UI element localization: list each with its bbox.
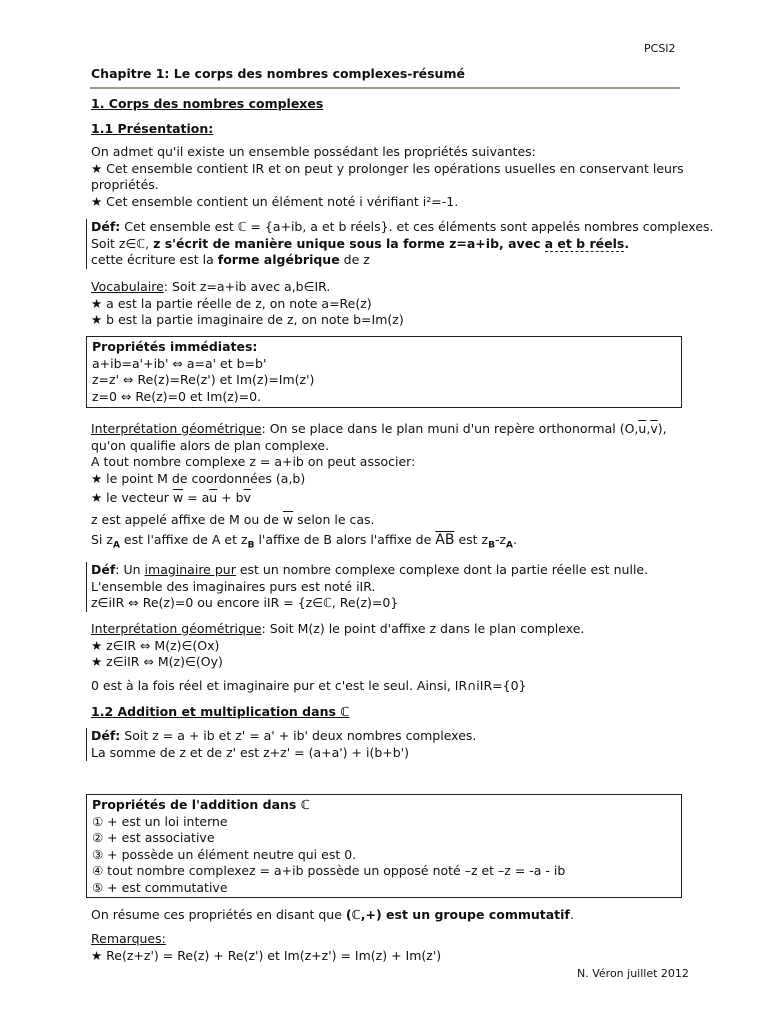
- property-line: ④ tout nombre complexez = a+ib possède un opposé noté –z et –z = -a - ib: [92, 863, 566, 878]
- property-line: ① + est un loi interne: [92, 813, 228, 829]
- chapter-title: Chapitre 1: Le corps des nombres complexes-résumé: [91, 66, 465, 81]
- def-text: : Un: [115, 562, 141, 577]
- summary-text: On résume ces propriétés en disant que: [91, 907, 342, 922]
- geo-text: 0 est à la fois réel et imaginaire pur et c'est le seul. Ainsi, IR∩iIR={0}: [91, 677, 527, 693]
- geo-punct: ,: [646, 421, 651, 436]
- geo-punct: .: [513, 532, 517, 547]
- subsection-1-1-title: 1.1 Présentation:: [91, 121, 214, 136]
- geo-text: est l'affixe de A et z: [123, 532, 248, 547]
- geometric-interpretation-1: [91, 421, 667, 554]
- vector-w: $\overline{w}$: [282, 511, 294, 527]
- geometric-interpretation-2: [91, 621, 584, 694]
- intro-line: ★ Cet ensemble contient un élément noté i vérifiant i²=-1.: [91, 193, 459, 209]
- vector-ab: $\overline{AB}$: [435, 532, 455, 548]
- def-text: Soit z = a + ib et z' = a' + ib' deux nombres complexes.: [124, 728, 477, 743]
- remarks-block: [91, 931, 441, 964]
- class-label: PCSI2: [644, 42, 676, 55]
- geo-text: A tout nombre complexe z = a+ib on peut associer:: [91, 454, 416, 469]
- box-title: Propriétés immédiates:: [92, 339, 258, 354]
- section-1-title: 1. Corps des nombres complexes: [91, 96, 324, 111]
- geo-math: = a: [187, 490, 210, 505]
- vocabulary-item: ★ b est la partie imaginaire de z, on note b=Im(z): [91, 312, 404, 327]
- def-text: L'ensemble des imaginaires purs est noté iIR.: [91, 578, 376, 594]
- subscript: B: [247, 540, 255, 551]
- property-line: a+ib=a'+ib' ⇔ a=a' et b=b': [92, 355, 267, 371]
- subscript: B: [488, 540, 495, 551]
- summary-bold: (ℂ,+) est un groupe commutatif: [345, 907, 570, 922]
- property-line: ② + est associative: [92, 830, 215, 845]
- def-bold-text: z s'écrit de manière unique sous la forme z=a+ib, avec: [153, 235, 541, 251]
- property-line: z=z' ⇔ Re(z)=Re(z') et Im(z)=Im(z'): [92, 372, 315, 387]
- immediate-properties-box: [86, 336, 682, 408]
- subscript: A: [506, 540, 513, 551]
- property-line: z=0 ⇔ Re(z)=0 et Im(z)=0.: [92, 388, 262, 404]
- subsection-1-2-title: 1.2 Addition et multiplication dans ℂ: [91, 704, 350, 719]
- addition-properties-box: [86, 794, 682, 898]
- intro-line: propriétés.: [91, 177, 159, 192]
- geo-item: ★ le point M de coordonnées (a,b): [91, 470, 306, 486]
- def-punct: .: [624, 235, 630, 251]
- summary-punct: .: [569, 907, 574, 922]
- vector-v: $\overline{v}$: [650, 421, 658, 436]
- remark-line: ★ Re(z+z') = Re(z) + Re(z') et Im(z+z') = Im(z) + Im(z'): [91, 947, 442, 963]
- geo-item: ★ z∈IR ⇔ M(z)∈(Ox): [91, 637, 220, 653]
- group-summary: [91, 907, 574, 924]
- geo-text: qu'on qualifie alors de plan complexe.: [91, 437, 330, 453]
- footer-author: N. Véron juillet 2012: [577, 967, 689, 980]
- def-label: Déf: [91, 562, 116, 577]
- def-text: Soit z∈ℂ,: [91, 235, 150, 251]
- vocabulary-item: ★ a est la partie réelle de z, on note a=Re(z): [91, 295, 372, 311]
- definition-pure-imaginary: [86, 562, 648, 612]
- def-text: La somme de z et de z' est z+z' = (a+a') + i(b+b'): [91, 744, 409, 760]
- def-text: cette écriture est la: [91, 252, 214, 267]
- vocabulary-block: [91, 279, 404, 329]
- def-term: imaginaire pur: [144, 562, 236, 577]
- intro-line: On admet qu'il existe un ensemble possédant les propriétés suivantes:: [91, 144, 536, 159]
- geo-punct: ),: [657, 421, 667, 436]
- definition-sum: [86, 728, 476, 761]
- geo-text: z est appelé affixe de M ou de: [91, 511, 279, 527]
- geo-item: ★ le vecteur: [91, 490, 169, 505]
- property-line: ③ + possède un élément neutre qui est 0.: [92, 846, 357, 862]
- vector-u: $\overline{u}$: [209, 490, 218, 505]
- vector-w: $\overline{w}$: [172, 490, 184, 505]
- vocabulary-text: : Soit z=a+ib avec a,b∈IR.: [163, 279, 331, 294]
- definition-complex-numbers: [86, 219, 714, 269]
- geo-math: + b: [221, 490, 244, 505]
- geo-label: Interprétation géométrique: [91, 621, 262, 636]
- def-text: z∈iIR ⇔ Re(z)=0 ou encore iIR = {z∈ℂ, Re(z)=0}: [91, 595, 399, 610]
- geo-text: selon le cas.: [297, 511, 375, 527]
- geo-text: Si z: [91, 532, 113, 547]
- geo-text: -z: [494, 532, 507, 547]
- geo-text: est z: [458, 532, 489, 547]
- intro-block: [91, 144, 684, 210]
- def-dashed-text: a et b réels: [544, 235, 625, 251]
- property-line: ⑤ + est commutative: [92, 879, 228, 895]
- def-label: Déf:: [91, 728, 121, 743]
- geo-label: Interprétation géométrique: [91, 421, 262, 436]
- vector-u: $\overline{u}$: [638, 421, 647, 436]
- vocabulary-label: Vocabulaire: [91, 279, 164, 294]
- def-text: est un nombre complexe complexe dont la partie réelle est nulle.: [239, 562, 649, 577]
- intro-line: ★ Cet ensemble contient IR et on peut y prolonger les opérations usuelles en conservant leurs: [91, 160, 684, 176]
- box-title: Propriétés de l'addition dans ℂ: [92, 797, 310, 812]
- remarks-label: Remarques:: [91, 931, 166, 946]
- def-text: Cet ensemble est ℂ = {a+ib, a et b réels}. et ces éléments sont appelés nombres complexes.: [124, 219, 714, 234]
- subscript: A: [112, 540, 120, 551]
- geo-text: l'affixe de B alors l'affixe de: [258, 532, 432, 547]
- def-label: Déf:: [91, 219, 121, 234]
- title-rule: [90, 87, 680, 89]
- vector-v: $\overline{v}$: [243, 490, 251, 505]
- geo-item: ★ z∈iIR ⇔ M(z)∈(Oy): [91, 654, 223, 669]
- def-bold-text: forme algébrique: [217, 252, 340, 267]
- def-text: de z: [343, 252, 370, 267]
- geo-text: : On se place dans le plan muni d'un repère orthonormal (O,: [261, 421, 639, 436]
- geo-text: : Soit M(z) le point d'affixe z dans le plan complexe.: [261, 621, 585, 636]
